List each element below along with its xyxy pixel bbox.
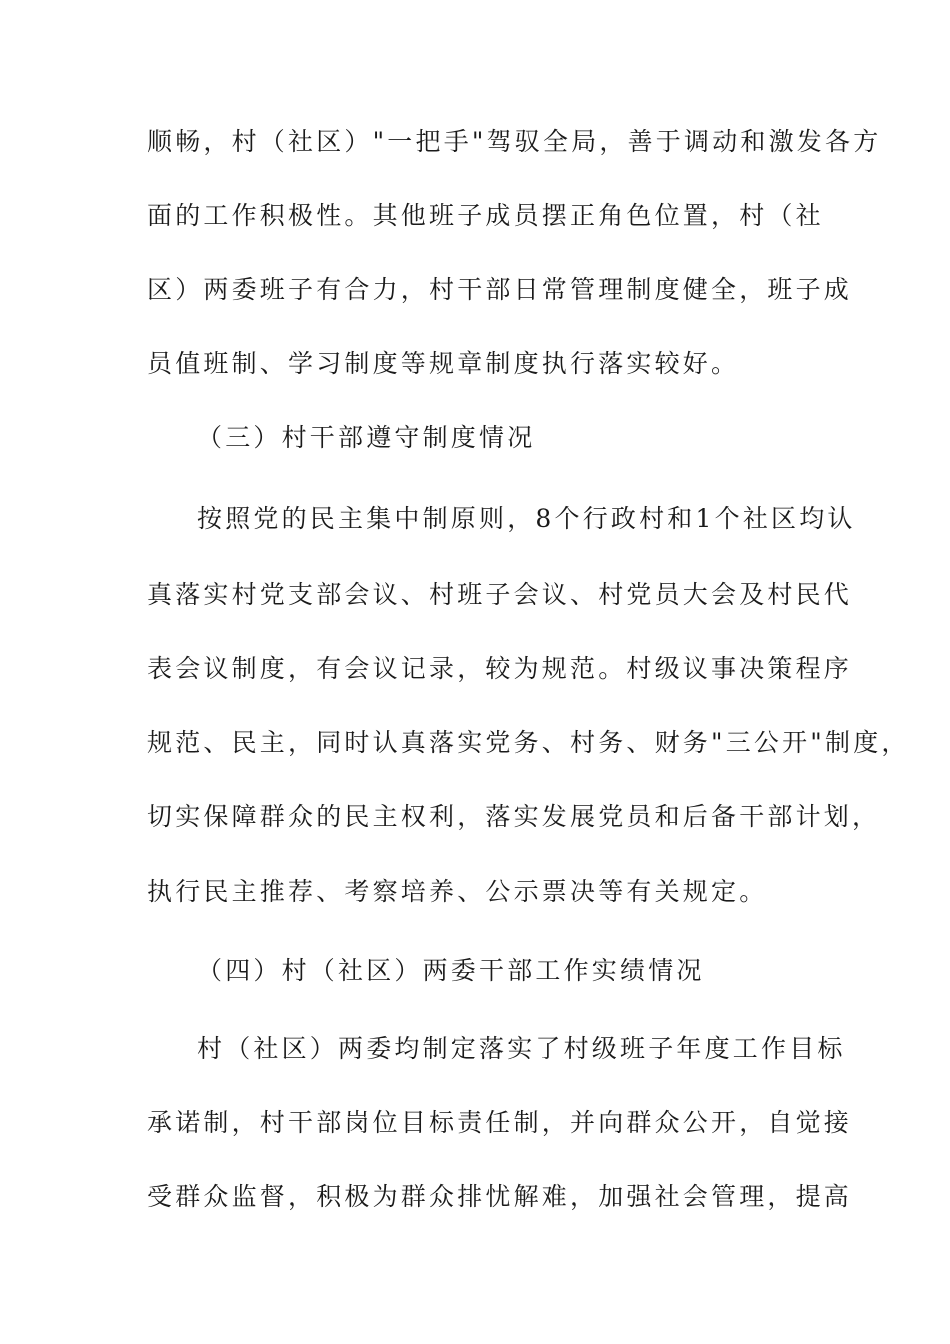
body-text-line: 表会议制度，有会议记录，较为规范。村级议事决策程序 — [147, 654, 853, 683]
body-text-line: 员值班制、学习制度等规章制度执行落实较好。 — [147, 349, 740, 378]
body-text-line: 受群众监督，积极为群众排忧解难，加强社会管理，提高 — [147, 1182, 853, 1211]
section-heading-4: （四）村（社区）两委干部工作实绩情况 — [197, 956, 705, 985]
body-text-line: 按照党的民主集中制原则，8个行政村和1个社区均认 — [197, 504, 856, 533]
body-text-line: 区）两委班子有合力，村干部日常管理制度健全，班子成 — [147, 275, 853, 304]
section-heading-3: （三）村干部遵守制度情况 — [197, 423, 536, 452]
body-text-line: 承诺制，村干部岗位目标责任制，并向群众公开，自觉接 — [147, 1108, 853, 1137]
body-text-line: 执行民主推荐、考察培养、公示票决等有关规定。 — [147, 877, 768, 906]
body-text-line: 真落实村党支部会议、村班子会议、村党员大会及村民代 — [147, 580, 853, 609]
body-text-line: 面的工作积极性。其他班子成员摆正角色位置，村（社 — [147, 201, 824, 230]
body-text-line: 规范、民主，同时认真落实党务、村务、财务"三公开"制度， — [147, 728, 910, 757]
body-text-line: 村（社区）两委均制定落实了村级班子年度工作目标 — [197, 1034, 846, 1063]
body-text-line: 顺畅，村（社区）"一把手"驾驭全局，善于调动和激发各方 — [147, 127, 882, 156]
body-text-line: 切实保障群众的民主权利，落实发展党员和后备干部计划， — [147, 802, 881, 831]
